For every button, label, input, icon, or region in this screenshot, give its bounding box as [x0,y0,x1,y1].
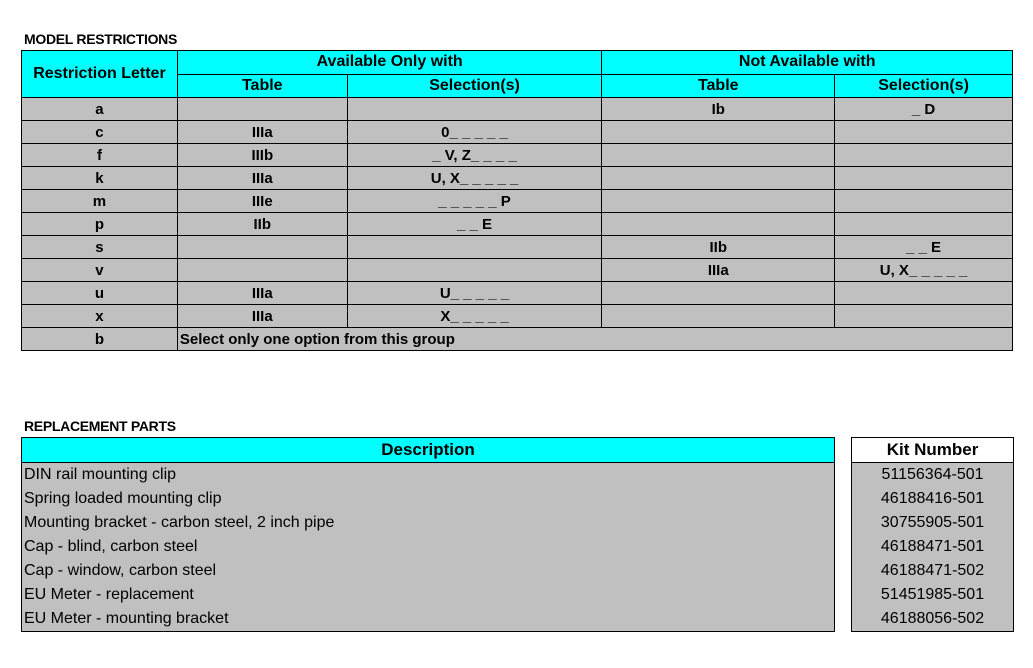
available-selection-cell: _ _ E [347,213,602,236]
restriction-row [22,328,1013,351]
kit-number-header: Kit Number [852,438,1014,463]
restriction-letter-cell: b [22,328,178,351]
restriction-row [22,98,1013,121]
part-row [22,463,835,488]
available-selections-header: Selection(s) [347,74,602,98]
restriction-letter-cell: f [22,144,178,167]
part-description: Spring loaded mounting clip [22,487,835,511]
not-available-table-cell [602,213,835,236]
kit-row [852,487,1014,511]
part-description: Cap - window, carbon steel [22,559,835,583]
kit-number: 46188471-501 [852,535,1014,559]
part-description: Mounting bracket - carbon steel, 2 inch pipe [22,511,835,535]
restriction-letter-cell: u [22,282,178,305]
part-row [22,535,835,559]
restriction-row [22,190,1013,213]
available-table-cell: IIIa [177,305,347,328]
not-available-selection-cell: U, X_ _ _ _ _ [835,259,1013,282]
not-available-selection-cell: _ _ E [835,236,1013,259]
kit-row [852,463,1014,488]
model-restrictions-title: MODEL RESTRICTIONS [24,31,178,47]
available-selection-cell: _ V, Z_ _ _ _ [347,144,602,167]
not-available-table-cell [602,144,835,167]
part-description: DIN rail mounting clip [22,463,835,488]
not-available-selection-cell [835,167,1013,190]
available-table-cell: IIIa [177,121,347,144]
not-available-table-cell [602,121,835,144]
restriction-row [22,305,1013,328]
available-selection-cell [347,259,602,282]
part-row [22,511,835,535]
not-available-table-cell [602,282,835,305]
not-available-table-cell: IIb [602,236,835,259]
not-available-selection-cell [835,144,1013,167]
not-available-selection-cell [835,282,1013,305]
restriction-letter-cell: x [22,305,178,328]
kit-number: 46188056-502 [852,607,1014,632]
available-table-cell: IIIe [177,190,347,213]
available-table-cell: IIb [177,213,347,236]
not-available-table-header: Table [602,74,835,98]
kit-number: 51156364-501 [852,463,1014,488]
not-available-selection-cell [835,121,1013,144]
available-table-header: Table [177,74,347,98]
restriction-row [22,282,1013,305]
not-available-with-header: Not Available with [602,51,1013,75]
part-row [22,607,835,632]
kit-row [852,559,1014,583]
restriction-row [22,121,1013,144]
restriction-letter-cell: a [22,98,178,121]
part-description: EU Meter - mounting bracket [22,607,835,632]
restriction-row [22,213,1013,236]
kit-row [852,583,1014,607]
kit-number: 46188471-502 [852,559,1014,583]
restriction-row [22,144,1013,167]
not-available-selections-header: Selection(s) [835,74,1013,98]
not-available-table-cell [602,167,835,190]
restriction-letter-cell: p [22,213,178,236]
available-selection-cell: _ _ _ _ _ P [347,190,602,213]
not-available-selection-cell: _ D [835,98,1013,121]
restriction-letter-cell: v [22,259,178,282]
part-description: Cap - blind, carbon steel [22,535,835,559]
available-selection-cell: U, X_ _ _ _ _ [347,167,602,190]
available-table-cell: IIIa [177,167,347,190]
replacement-parts-table [21,437,835,632]
restriction-letter-cell: c [22,121,178,144]
available-selection-cell: X_ _ _ _ _ [347,305,602,328]
kit-number-table [851,437,1014,632]
restriction-row [22,259,1013,282]
available-only-with-header: Available Only with [177,51,602,75]
description-header: Description [22,438,835,463]
restriction-letter-cell: s [22,236,178,259]
restriction-letter-cell: m [22,190,178,213]
kit-row [852,511,1014,535]
available-selection-cell [347,236,602,259]
kit-row [852,607,1014,632]
available-table-cell [177,259,347,282]
available-selection-cell: U_ _ _ _ _ [347,282,602,305]
part-row [22,559,835,583]
not-available-selection-cell [835,190,1013,213]
available-table-cell: IIIb [177,144,347,167]
kit-number: 30755905-501 [852,511,1014,535]
restriction-letter-cell: k [22,167,178,190]
kit-row [852,535,1014,559]
not-available-table-cell [602,305,835,328]
kit-number: 51451985-501 [852,583,1014,607]
not-available-table-cell: Ib [602,98,835,121]
part-description: EU Meter - replacement [22,583,835,607]
available-selection-cell [347,98,602,121]
available-table-cell [177,98,347,121]
restriction-note: Select only one option from this group [177,328,1012,351]
replacement-parts-title: REPLACEMENT PARTS [24,418,176,434]
kit-number: 46188416-501 [852,487,1014,511]
not-available-table-cell: IIIa [602,259,835,282]
restriction-letter-header: Restriction Letter [22,51,178,98]
available-table-cell [177,236,347,259]
not-available-selection-cell [835,213,1013,236]
part-row [22,583,835,607]
not-available-table-cell [602,190,835,213]
available-selection-cell: 0_ _ _ _ _ [347,121,602,144]
restriction-row [22,167,1013,190]
not-available-selection-cell [835,305,1013,328]
restriction-row [22,236,1013,259]
model-restrictions-table [21,50,1013,351]
part-row [22,487,835,511]
available-table-cell: IIIa [177,282,347,305]
